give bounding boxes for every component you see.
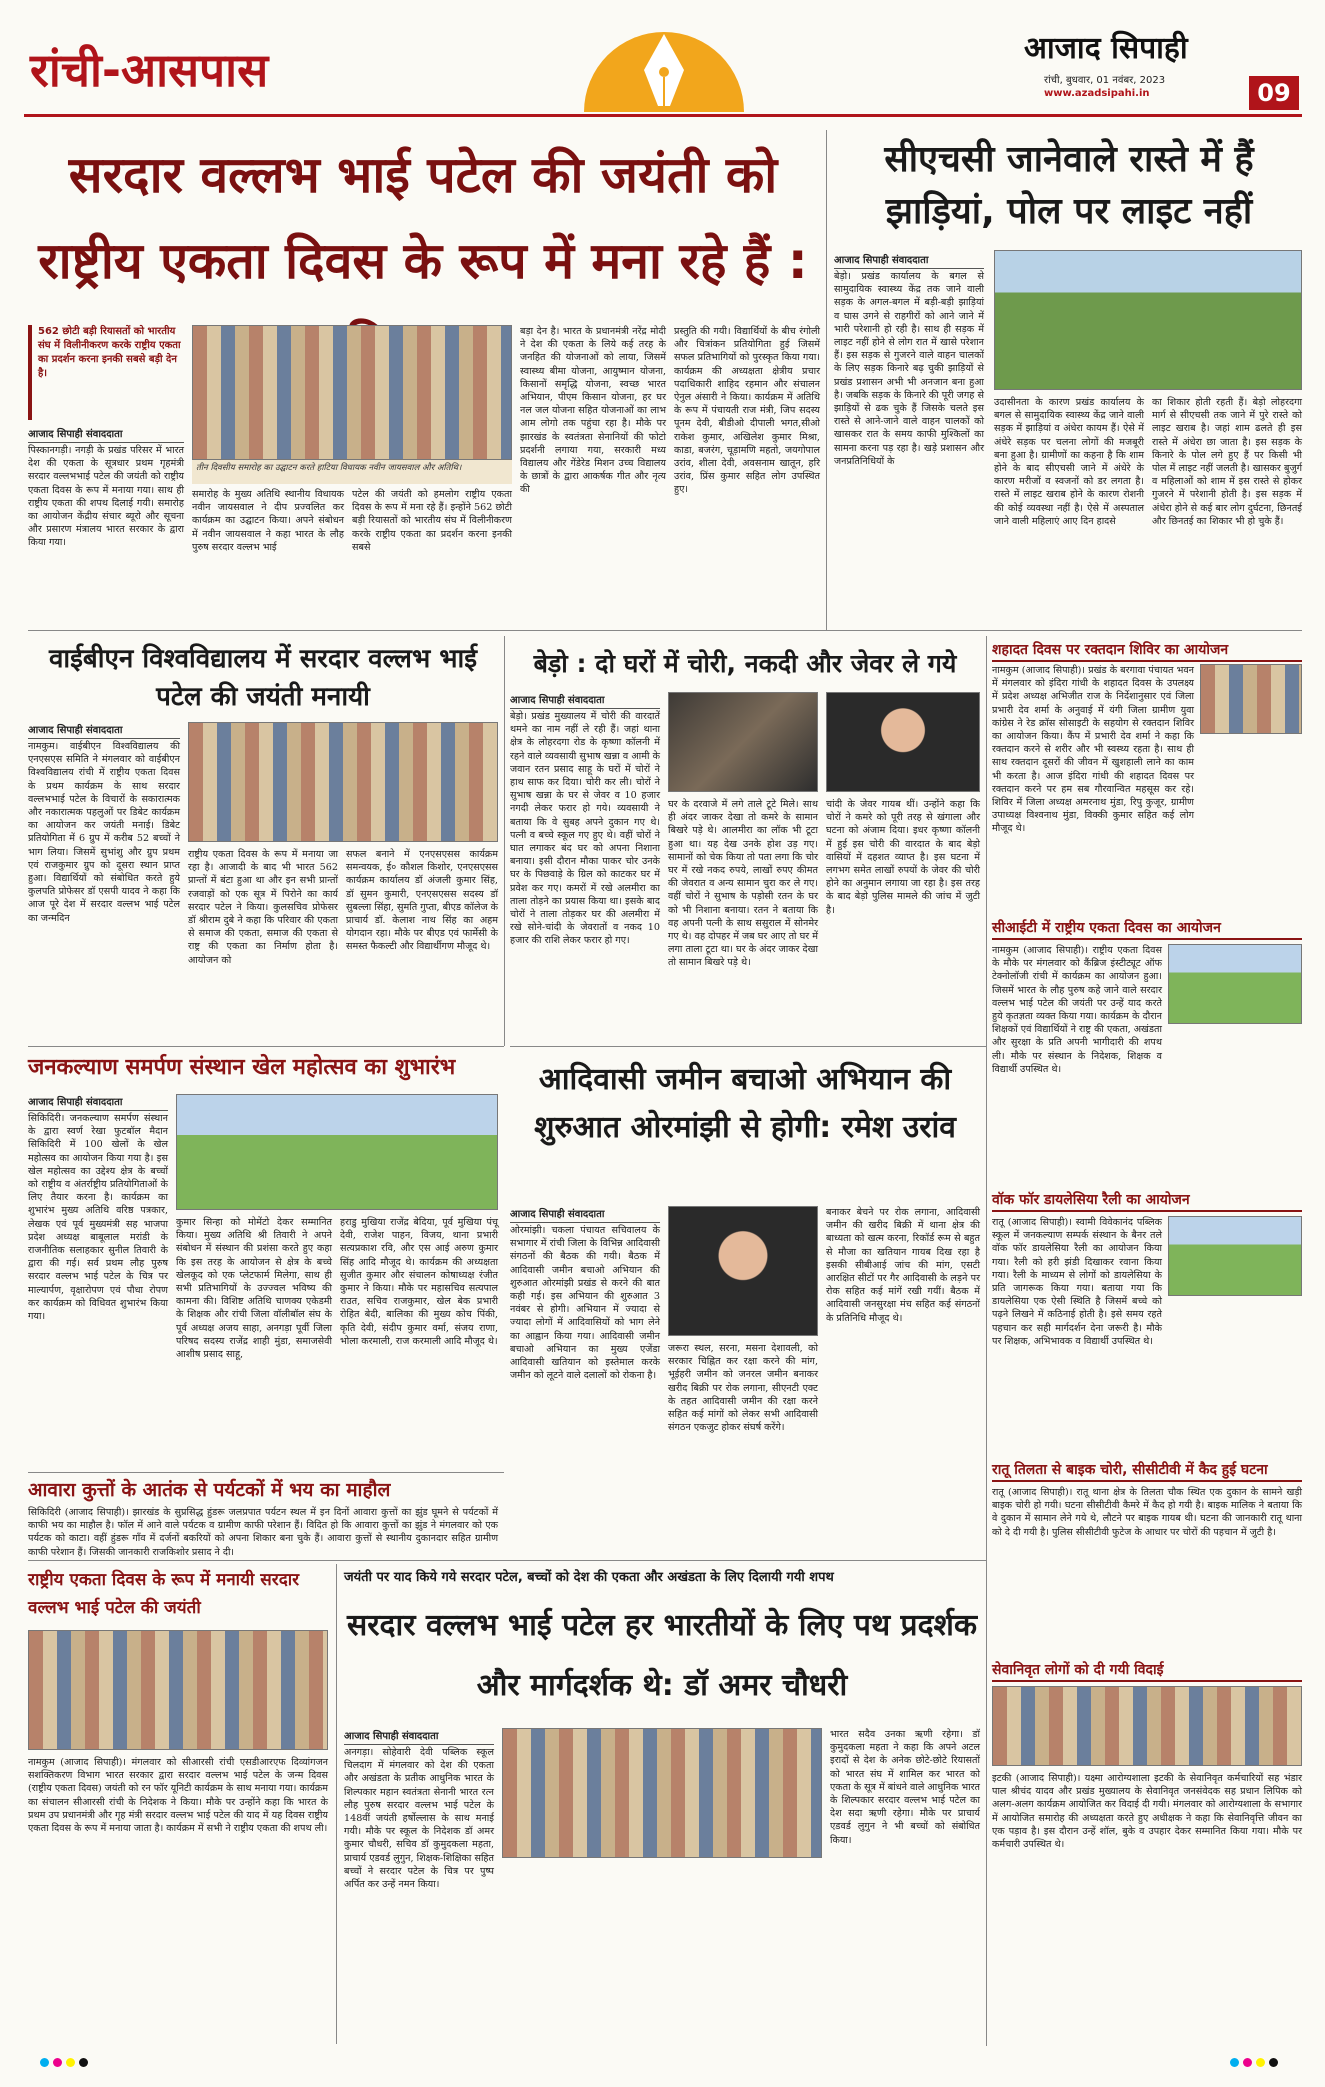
sports-fest-body-col3: हराडु मुखिया राजेंद्र बेदिया, पूर्व मुखिया पंचू देवी, राजेश पाहन, विजय, थाना प्रभारी सत्यप्रकाश रवि, और एस आई अरुण कुमार सिंह आदि मौजूद थे। कार्यक्रम की अध्यक्षता सुजीत कुमार और संचालन कोषाध्यक्ष रंजीत कुमार ने किया। मौके पर महासचिव सत्यपाल राउत, सचिव राजकुमार, खेल बेक प्रभारी रोहित बेदी, बालिका की मुख्य कोच पिंकी, कृति देवी, संदीप कुमार वर्मा, संजय राणा, भोला करमाली, राज करमाली आदि मौजूद थे। <box>340 1217 498 1347</box>
sports-fest-byline: आजाद सिपाही संवाददाता <box>28 1094 168 1111</box>
tribal-land-body-col3: बनाकर बेचने पर रोक लगाना, आदिवासी जमीन की खरीद बिक्री में थाना क्षेत्र की बाध्यता को खत्म करना, रिकॉर्ड रूम से बहुत से मौजा का खतियान गायब दिख रहा है इसकी सीबीआई जांच की मांग, एसटी आरक्षित सीटों पर गैर आदिवासी के लड़ने पर रोक सहित कई मांगें रखी गयीं। बैठक में आदिवासी जनसुरक्षा मंच सहित कई संगठनों के प्रतिनिधि मौजूद थे। <box>826 1207 980 1324</box>
unity-day-body: नामकुम (आजाद सिपाही)। मंगलवार को सीआरसी रांची एसडीआरएफ दिव्यांगजन सशक्तिकरण विभाग भारत सरकार द्वारा सरदार वल्लभ भाई पटेल के जन्म दिवस (राष्ट्रीय एकता दिवस) जयंती को रन फॉर यूनिटी कार्यक्रम के साथ मनाया गया। कार्यक्रम का संचालन सीआरसी रांची के निदेशक ने किया। मौके पर उन्होंने कहा कि भारत के प्रथम उप प्रधानमंत्री और गृह मंत्री सरदार वल्लभ भाई पटेल की याद में यह दिवस राष्ट्रीय एकता दिवस के रूप में मनाया जाता है। कार्यक्रम में सभी ने राष्ट्रीय एकता की शपथ ली। <box>28 1757 328 1835</box>
lead-body-col3: पटेल की जयंती को हमलोग राष्ट्रीय एकता दिवस के रूप में मना रहे हैं। इन्होंने 562 छोटी बड़ी रियासतों को भारतीय संघ में विलीनीकरण करके राष्ट्रीय एकता का प्रदर्शन करना इनकी सबसे <box>352 489 512 553</box>
sports-fest-body-col2: कुमार सिन्हा को मोमेंटो देकर सम्मानित किया। मुख्य अतिथि श्री तिवारी ने अपने संबोधन में संस्थान की प्रशंसा करते हुए कहा कि इस तरह के आयोजन से क्षेत्र के बच्चे खेलकूद को एक प्लेटफार्म मिलेगा, साथ ही सभी प्रतिभागियों के उज्ज्वल भविष्य की कामना की। विशिष्ट अतिथि चाणक्य एकेडमी के शिक्षक और रांची जिला वॉलीबॉल संघ के पूर्व अध्यक्ष अजय साहा, अनगड़ा पूर्वी जिला परिषद सदस्य राजेंद्र शाही मुंडा, समाजसेवी आशीष प्रसाद साहू, <box>176 1217 332 1361</box>
cit-photo <box>1168 944 1302 1024</box>
bero-theft-body-col2: घर के दरवाजे में लगे ताले टूटे मिले। साथ ही अंदर जाकर देखा तो कमरे के सामान बिखरे पड़े थे। आलमीरा का लॉक भी टूटा हुआ था। यह देख उनके होश उड़ गए। सामानों को चेक किया तो पता लगा कि चोर घर में रखे नकद रुपये, लाखों रुपए कीमत की जेवरात व अन्य सामान चुरा कर ले गए। वहीं चोरों ने सुभाष के पड़ोसी रतन के घर को भी निशाना बनाया। रतन ने बताया कि वह अपनी पत्नी के साथ ससुराल में सोनमेर गए थे। वह दोपहर में जब घर आए तो घर में लगा ताला टूटा था। घर के अंदर जाकर देखा तो सामान बिखरे पड़े थे। <box>668 799 818 969</box>
bike-theft-body: रातू (आजाद सिपाही)। रातू थाना क्षेत्र के तिलता चौक स्थित एक दुकान के सामने खड़ी बाइक चोरी हो गयी। घटना सीसीटीवी कैमरे में कैद हो गयी है। बाइक मालिक ने बताया कि वे दुकान में सामान लेने गये थे, लौटने पर बाइक गायब थी। घटना की जानकारी रातू थाना को दे दी गयी है। पुलिस सीसीटीवी फुटेज के आधार पर चोरों की पहचान में जुटी है। <box>992 1487 1302 1538</box>
bike-theft-headline: रातू तिलता से बाइक चोरी, सीसीटीवी में कैद हुई घटना <box>992 1460 1302 1482</box>
bero-theft-photo-1 <box>668 692 818 792</box>
rule <box>28 630 1302 631</box>
rule <box>986 636 987 2046</box>
bero-theft-headline: बेड़ो : दो घरों में चोरी, नकदी और जेवर ले गये <box>533 649 957 678</box>
rule <box>504 636 505 1046</box>
rule <box>826 130 827 630</box>
lead-byline: आजाद सिपाही संवाददाता <box>28 426 184 443</box>
cit-body: नामकुम (आजाद सिपाही)। राष्ट्रीय एकता दिवस के मौके पर मंगलवार को कैंब्रिज इंस्टीट्यूट ऑफ टेक्नोलॉजी रांची में कार्यक्रम का आयोजन हुआ। जिसमें भारत के लौह पुरुष कहे जाने वाले सरदार वल्लभ भाई पटेल की जयंती पर उन्हें याद करते हुये कृतज्ञता व्यक्त किया गया। कार्यक्रम के दौरान शिक्षकों एवं विद्यार्थियों ने राष्ट्र की एकता, अखंडता और सुरक्षा के प्रति अपनी भागीदारी की शपथ ली। मौके पर संस्थान के निदेशक, शिक्षक व विद्यार्थी उपस्थित थे। <box>992 945 1162 1075</box>
masthead <box>24 20 1302 118</box>
lead-body-col2: समारोह के मुख्य अतिथि स्थानीय विधायक नवीन जायसवाल ने दीप प्रज्वलित कर कार्यक्रम का उद्घाटन किया। अपने संबोधन में नवीन जायसवाल ने कहा भारत के लौह पुरुष सरदार वल्लभ भाई <box>192 489 344 553</box>
bero-theft-photo-2 <box>826 692 980 792</box>
dyslexia-rally-headline: वॉक फॉर डायलेसिया रैली का आयोजन <box>992 1190 1302 1212</box>
sports-fest-headline: जनकल्याण समर्पण संस्थान खेल महोत्सव का शुभारंभ <box>28 1055 456 1080</box>
blood-camp-photo <box>1200 664 1302 734</box>
bero-theft-byline: आजाद सिपाही संवाददाता <box>510 692 660 709</box>
stray-dogs-headline: आवारा कुत्तों के आतंक से पर्यटकों में भय का माहौल <box>28 1479 391 1501</box>
ybn-photo <box>188 722 498 842</box>
section-title: रांची-आसपास <box>30 43 269 97</box>
chc-body-col3: का शिकार होती रहती हैं। बेड़ो लोहरदगा मार्ग से सीएचसी तक जाने में पुरे रास्ते को लाइट खराब है। जहां शाम ढलते ही इस रास्ते में अंधेरा छा जाता है। इस सड़क के किनारे के पोल लगे हुए हैं पर किसी भी पोल में लाइट नहीं जलती है। खासकर बुजुर्ग व महिलाओं को शाम में इस रास्ते से होकर गुजरने में परेशानी होती है। इस सड़क में अंधेरा होने से कई बार लोग दुर्घटना, छिनतई और छिनतई का शिकार भी हो चुके हैं। <box>1152 397 1302 527</box>
bero-theft-body-col1: बेड़ो। प्रखंड मुख्यालय में चोरी की वारदातें थमने का नाम नहीं ले रही हैं। जहां थाना क्षेत्र के लोहरदगा रोड के कृष्णा कॉलनी में रहने वाले व्यवसायी सुभाष खन्ना व आमी के जवान रतन प्रसाद साहू के घरों में चोरों ने हाथ साफ कर दिया। चोरी कर ली। चोरों ने सुभाष खन्ना के घर से जेवर व 10 हजार नगदी लेकर फरार हो गये। व्यवसायी ने बताया कि वे सुबह अपने दुकान गए थे। पत्नी व बच्चे स्कूल गए हुए थे। वहीं चोरों ने घात लगाकर बंद घर को अपना निशाना बनाया। इसी दौरान मौका पाकर चोर उनके घर के पिछवाड़े के ग्रिल को काटकर घर में प्रवेश कर गए। कमरों में रखे अलमीरा का ताला तोड़ने का प्रयास किया था। इसके बाद चोरों ने ताला तोड़कर घर की अलमीरा में रखे सोने-चांदी के जेवरातों व नकद 10 हजार की राशि लेकर फरार हो गए। <box>510 711 660 947</box>
lead-body-col4: बड़ा देन है। भारत के प्रधानमंत्री नरेंद्र मोदी ने देश की एकता के लिये कई तरह के जनहित की योजनाओं को लाया, जिसमें स्वास्थ्य बीमा योजना, आयुष्मान योजना, किसानों समृद्धि योजना, स्वच्छ भारत अभियान, पीएम किसान योजना, हर घर नल जल योजना सहित योजनाओं का लाभ आम लोगो तक पहुंचा रहा है। मौके पर झारखंड के स्वतंत्रता सेनानियों की फोटो प्रदर्शनी लगाया गया, सरकारी मध्य विद्यालय और गेंडेरेड मिशन उच्च विद्यालय के छात्रों के द्वारा आकर्षक गीत और नृत्य की <box>520 326 666 496</box>
patel-photo <box>502 1728 822 1858</box>
pen-nib-logo <box>584 20 744 112</box>
ybn-body-col1: नामकुम। वाईबीएन विश्वविद्यालय की एनएसएस समिति ने मंगलवार को वाईबीएन विश्वविद्यालय रांची में राष्ट्रीय एकता दिवस के प्रथम कार्यक्रम के साथ सरदार वल्लभभाई पटेल के विचारों के सकारात्मक और नकारात्मक पहलुओं पर डिबेट कार्यक्रम का आयोजन कर जयंती मनाई। डिबेट प्रतियोगिता में 6 ग्रुप में करीब 52 बच्चों ने भाग लिया। जिसमें सुभांशु और ग्रुप प्रथम एवं राजकुमार ग्रुप को दूसरा स्थान प्राप्त हुआ। विद्यार्थियों को संबोधित करते हुये कुलपति प्रोफेसर डॉ एसपी यादव ने कहा कि आज पूरे देश में सरदार वल्लभ भाई पटेल का जन्मदिन <box>28 741 180 924</box>
farewell-body: इटकी (आजाद सिपाही)। यक्ष्मा आरोग्यशाला इटकी के सेवानिवृत कर्मचारियों सह भंडार पाल श्रीचंद यादव और प्रखंड मुख्यालय के सेवानिवृत जनसंवेदक सह प्रधान लिपिक को अलग-अलग कार्यक्रम आयोजित कर विदाई दी गयी। मंगलवार को आरोग्यशाला के सभागार में आयोजित समारोह की अध्यक्षता करते हुए अधीक्षक ने कहा कि सेवानिवृत्ति जीवन का एक पड़ाव है। इस दौरान उन्हें शॉल, बुके व उपहार देकर सम्मानित किया गया। मौके पर कर्मचारी उपस्थित थे। <box>992 1773 1302 1851</box>
page-number: 09 <box>1249 76 1299 110</box>
lead-headline: सरदार वल्लभ भाई पटेल की जयंती को राष्ट्रीय एकता दिवस के रूप में मना रहे हैं : <box>38 146 808 290</box>
ybn-headline: वाईबीएन विश्वविद्यालय में सरदार वल्लभ भाई पटेल की जयंती मनायी <box>48 644 478 712</box>
rule <box>336 1564 337 2044</box>
lead-photo <box>192 325 512 460</box>
rule <box>28 1046 504 1047</box>
ybn-byline: आजाद सिपाही संवाददाता <box>28 722 180 739</box>
tribal-land-body-col1: ओरमांझी। चकला पंचायत सचिवालय के सभागार में रांची जिला के विभिन्न आदिवासी संगठनों की बैठक की गयी। बैठक में आदिवासी जमीन बचाओ अभियान की शुरुआत ओरमांझी प्रखंड से करने की बात कही गई। इस अभियान की शुरुआत 3 नवंबर से होगी। अभियान में ज्यादा से ज्यादा लोगों में आदिवासियों को भाग लेने का आह्वान किया गया। आदिवासी जमीन बचाओ अभियान का मुख्य एजेंडा आदिवासी खतियान को इस्तेमाल करके जमीन को लूटने वाले दलालों को रोकना है। <box>510 1225 660 1382</box>
patel-byline: आजाद सिपाही संवाददाता <box>344 1728 494 1745</box>
ybn-body-col3: सफल बनाने में एनएसएसस कार्यक्रम समन्वयक, ई० कौशल किशोर, एनएसएसस कार्यक्रम कार्यालय डॉ अंजली कुमार सिंह, डॉ सुमन कुमारी, एनएसएसस सदस्य डॉ सुबल्ला सिंहा, सुमति गुप्ता, बीएड कॉलेज के प्राचार्य डॉ. केलाश नाथ सिंह का अहम योगदान रहा। मौके पर बीएड एवं फार्मेसी के समस्त फैकल्टी और विद्यार्थीगण मौजूद थे। <box>346 849 498 953</box>
paper-name: आजाद सिपाही <box>1024 31 1188 66</box>
website[interactable]: www.azadsipahi.in <box>1044 88 1150 99</box>
dyslexia-rally-photo <box>1168 1216 1302 1296</box>
ybn-body-col2: राष्ट्रीय एकता दिवस के रूप में मनाया जा रहा है। आजादी के बाद भी भारत 562 प्रान्तों में बंटा हुआ था और इन सभी प्रान्तों रजवाड़ों को एक सूत्र में पिरोने का कार्य सरदार पटेल ने किया। कुलसचिव प्रोफेसर डॉ श्रीराम दुबे ने कहा कि परिवार की एकता से समाज की एकता, समाज की एकता से राष्ट्र की एकता का निर्माण होता है। आयोजन को <box>188 849 338 966</box>
chc-photo <box>994 250 1302 390</box>
lead-body-col5: प्रस्तुति की गयी। विद्यार्थियों के बीच रंगोली और चित्रांकन प्रतियोगिता हुई जिसमें सफल प्रतिभागियों को पुरस्कृत किया गया। कार्यक्रम की अध्यक्षता क्षेत्रीय प्रचार पदाधिकारी शाहिद रहमान और संचालन ऐनुल अंसारी ने किया। कार्यक्रम में अतिथि के रूप में पंचायती राज मंत्री, जिप सदस्य पूनम देवी, बीडीओ दीपाली भगत,सीओ राकेश कुमार, अखिलेश कुमार मिश्रा, काडा, बजरंग, चूड़ामणि महतो, जयगोपाल उरांव, शीला देवी, अवसनाम खातून, हरि उरांव, प्रिंस कुमार सहित लोग उपस्थित हुए। <box>674 326 820 496</box>
patel-strap: जयंती पर याद किये गये सरदार पटेल, बच्चों को देश की एकता और अखंडता के लिए दिलायी गयी शपथ <box>344 1570 834 1585</box>
bero-theft-body-col3: चांदी के जेवर गायब थीं। उन्होंने कहा कि चोरों ने कमरे को पूरी तरह से खंगाला और घटना को अंजाम दिया। इधर कृष्णा कॉलनी में हुई इस चोरी की वारदात के बाद बेड़ो वासियों में दहशत व्याप्त है। इस घटना में लगभग समेत लाखों रुपयों के जेवर की चोरी होने का अनुमान लगाया जा रहा है। इस तरह के बाद बेड़ो पुलिस मामले की जांच में जुटी है। <box>826 799 980 916</box>
pullquote-text: 562 छोटी बड़ी रियासतों को भारतीय संघ में विलीनीकरण करके राष्ट्रीय एकता का प्रदर्शन करना इनकी सबसे बड़ी देन है। <box>38 326 181 379</box>
unity-day-photo <box>28 1630 328 1750</box>
blood-camp-headline: शहादत दिवस पर रक्तदान शिविर का आयोजन <box>992 640 1302 662</box>
pullquote <box>28 325 184 420</box>
registration-marks <box>1230 2052 1282 2071</box>
sports-fest-body-col1: सिकिदिरी। जनकल्याण समर्पण संस्थान के द्वारा स्वर्ण रेखा फुटबॉल मैदान सिकिदिरी में 100 खेलों के खेल महोत्सव का आयोजन किया गया है। इस खेल महोत्सव का उद्देश्य क्षेत्र के बच्चों को राष्ट्रीय व अंतर्राष्ट्रीय प्रतियोगिताओं के लिए तैयार करना है। कार्यक्रम का शुभारंभ मुख्य अतिथि वरिष्ठ पत्रकार, लेखक एवं पूर्व मुख्यमंत्री सह भाजपा प्रदेश अध्यक्ष बाबूलाल मरांडी के राजनीतिक सलाहकार सुनील तिवारी के द्वारा की गई। सर्व प्रथम लौह पुरुष सरदार वल्लभ भाई पटेल के चित्र पर माल्यार्पण, वृक्षारोपण एवं पौधा रोपण कर कार्यक्रम को विधिवत शुभारंभ किया गया। <box>28 1113 168 1323</box>
rule <box>28 1560 986 1561</box>
tribal-land-byline: आजाद सिपाही संवाददाता <box>510 1206 660 1223</box>
farewell-photo <box>992 1686 1302 1766</box>
dyslexia-rally-body: रातू (आजाद सिपाही)। स्वामी विवेकानंद पब्लिक स्कूल में जनकल्याण सम्पर्क संस्थान के बैनर तले वॉक फॉर डायलेसिया रैली का आयोजन किया गया। रैली को हरी झंडी दिखाकर रवाना किया गया। रैली के माध्यम से लोगों को डायलेसिया के प्रति जागरूक किया गया। बताया गया कि डायलेसिया एक ऐसी स्थिति है जिसमें बच्चे को पढ़ने लिखने में कठिनाई होती है। इसे समय रहते पहचान कर सही मार्गदर्शन देना जरूरी है। मौके पर शिक्षक, अभिभावक व विद्यार्थी उपस्थित थे। <box>992 1217 1162 1347</box>
tribal-land-body-col2: जरूरा स्थल, सरना, मसना देशावली, को सरकार चिह्नित कर रक्षा करने की मांग, भूईहरी जमीन को जनरल जमीन बनाकर खरीद बिक्री पर रोक लगाना, सीएनटी एक्ट के तहत आदिवासी जमीन की रक्षा करने सहित कई मांगों को लेकर सभी आदिवासी संगठन एकजुट होकर संघर्ष करेंगे। <box>668 1343 818 1434</box>
lead-body-col1: पिस्कानगड़ी। नगड़ी के प्रखंड परिसर में भारत देश की एकता के सूत्रधार प्रथम गृहमंत्री सरदार वल्लभभाई पटेल की जयंती को राष्ट्रीय एकता दिवस के रूप में मनाया गया। साथ ही राष्ट्रीय एकता की शपथ दिलाई गयी। समारोह का आयोजन केंद्रीय संचार ब्यूरो और सूचना और प्रसारण मंत्रालय भारत सरकार के द्वारा किया गया। <box>28 445 184 549</box>
dateline: रांची, बुधवार, 01 नवंबर, 2023 <box>1044 75 1166 86</box>
patel-body-col2: भारत सदैव उनका ऋणी रहेगा। डॉ कुमुदकला महता ने कहा कि अपने अटल इरादों से देश के अनेक छोटे-छोटे रियासतों को भारत संघ में शामिल कर भारत को एकता के सूत्र में बांधने वाले आधुनिक भारत के शिल्पकार सरदार वल्लभ भाई पटेल का देश सदा ऋणी रहेगा। मौके पर प्राचार्य एडवर्ड लुगुन ने भी बच्चों को संबोधित किया। <box>830 1729 980 1846</box>
stray-dogs-body: सिकिदिरी (आजाद सिपाही)। झारखंड के सुप्रसिद्ध हुंडरू जलप्रपात पर्यटन स्थल में इन दिनों आवारा कुत्तों का झुंड घूमने से पर्यटकों में काफी भय का माहौल है। फॉल में आने वाले पर्यटक व ग्रामीण काफी परेशान हैं। विदित हो कि आवारा कुत्तों का झुंड ने मंगलवार को एक पर्यटक को काटा। वहीं हुंडरू गाँव में दर्जनों बकरियों को अपना शिकार बना चुके हैं। आवारा कुत्तों से स्थानीय दुकानदार सहित ग्रामीण काफी परेशान हैं। जिसकी जानकारी राजकिशोर प्रसाद ने दी। <box>28 1507 498 1558</box>
lead-photo-caption: तीन दिवसीय समारोह का उद्घाटन करते हाटिया विधायक नवीन जायसवाल और अतिथि। <box>192 460 512 484</box>
sports-fest-photo <box>176 1094 498 1210</box>
tribal-land-headline: आदिवासी जमीन बचाओ अभियान की शुरुआत ओरमांझी से होगी: रमेश उरांव <box>534 1062 956 1145</box>
rule <box>510 1046 986 1047</box>
cit-headline: सीआईटी में राष्ट्रीय एकता दिवस का आयोजन <box>992 918 1302 940</box>
patel-body-col1: अनगड़ा। सोहेवारी देवी पब्लिक स्कूल चिलदाग में मंगलवार को देश की एकता और अखंडता के प्रतीक आधुनिक भारत के शिल्पकार महान स्वतंत्रता सेनानी भारत रत्न लौह पुरुष सरदार वल्लभ भाई पटेल के 148वीं जयंती हर्षोल्लास के साथ मनाई गयी। मौके पर स्कूल के निदेशक डॉ अमर कुमार चौधरी, सचिव डॉ कुमुदकला महता, प्राचार्य एडवर्ड लुगुन, शिक्षक-शिक्षिका सहित बच्चों ने सरदार पटेल के चित्र पर पुष्प अर्पित कर उन्हें नमन किया। <box>344 1747 494 1891</box>
chc-byline: आजाद सिपाही संवाददाता <box>834 252 984 269</box>
rule <box>28 1472 504 1473</box>
chc-body-col1: बेड़ो। प्रखंड कार्यालय के बगल से सामुदायिक स्वास्थ्य केंद्र तक जाने वाली सड़क के अगल-बगल में बड़ी-बड़ी झाड़ियां व घास उगने से राहगीरों को आने जाने में भारी परेशानी हो रही है। साथ ही सड़क में लाइट नहीं होने से लोग रात में खासे परेशान हैं। इस सड़क से गुजरने वाले वाहन चालकों के लिए सड़क किनारे बढ़ चुकी झाड़ियों से प्रखंड प्रशासन अभी भी अनजान बना हुआ है। जबकि सड़क के किनारे की पूरी जगह से झाड़ियों से ढक चुके हैं जिसके चलते इस रास्ते से आने-जाने वाले वाहन चालकों को खासकर रात के समय काफी मुश्किलों का सामना करना पड़ रहा है। खड़े प्रशासन और जनप्रतिनिधियों के <box>834 271 984 467</box>
unity-day-headline: राष्ट्रीय एकता दिवस के रूप में मनायी सरदार वल्लभ भाई पटेल की जयंती <box>28 1570 300 1618</box>
registration-marks <box>40 2052 92 2071</box>
chc-body-col2: उदासीनता के कारण प्रखंड कार्यालय के बगल से सामुदायिक स्वास्थ्य केंद्र जाने वाली सड़क में झाड़ियां व अंधेरा कायम हैं। ऐसे में अंधेरे सड़क पर चलना लोगों की मजबूरी बना हुआ है। ग्रामीणों का कहना है कि शाम होने के बाद सीएचसी जाने में अंधेरे के कारण मरीजों व स्वजनों को डर लगता है। रास्ते में लाइट खराब होने के कारण रोशनी की कोई व्यवस्था नहीं है। ऐसे में अस्पताल जाने वाली महिलाएं आए दिन हादसे <box>994 397 1144 527</box>
tribal-land-photo <box>668 1206 818 1336</box>
farewell-headline: सेवानिवृत लोगों को दी गयी विदाई <box>992 1660 1302 1682</box>
chc-headline: सीएचसी जानेवाले रास्ते में हैं झाड़ियां, पोल पर लाइट नहीं <box>884 139 1254 232</box>
blood-camp-body: नामकुम (आजाद सिपाही)। प्रखंड के बरगावा पंचायत भवन में मंगलवार को इंदिरा गांधी के शहादत दिवस के उपलक्ष्य में प्रदेश अध्यक्ष अभिजीत राज के निर्देशानुसार एवं जिला प्रभारी देव शर्मा के अनुवाई में यंगी जिला ग्रामीण युवा कांग्रेस ने रेड क्रॉस सोसाइटी के सहयोग से रक्तदान शिविर का आयोजन किया। कैंप में प्रभारी देव शर्मा ने कहा कि रक्तदान करने से शरीर और भी स्वस्थ्य रहता है। साथ ही साथ रक्तदान दूसरों की जीवन में खुशहाली लाने का काम भी करता है। आज इंदिरा गांधी की शहादत दिवस पर रक्तदान करने पर हम सब गौरवान्वित महसूस कर रहे। शिविर में जिला अध्यक्ष अमरनाथ मुंडा, रिपु कुजूर, ग्रामीण उपाध्यक्ष विश्वनाथ मुंडा, विक्की कुमार सहित कई लोग मौजूद थे। <box>992 665 1194 835</box>
patel-headline: सरदार वल्लभ भाई पटेल हर भारतीयों के लिए पथ प्रदर्शक और मार्गदर्शक थे: डॉ अमर चौधरी <box>346 1608 977 1703</box>
masthead-rule <box>24 114 1302 117</box>
